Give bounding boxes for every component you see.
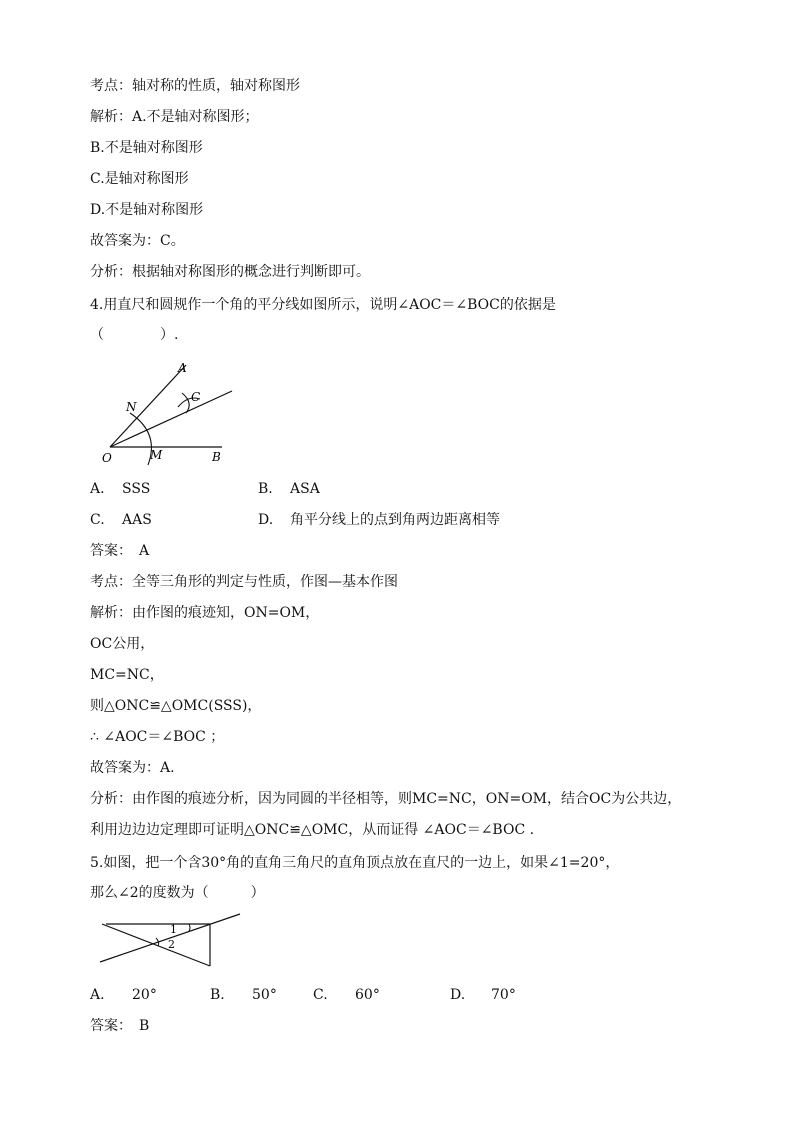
q4-option-d-letter: D.: [258, 512, 274, 528]
q5-option-a-text: 20°: [132, 987, 157, 1003]
label-m: M: [150, 448, 163, 462]
q4-jiexi-5: ∴ ∠AOC＝∠BOC ；: [90, 729, 225, 745]
q4-jiexi-1: 解析：由作图的痕迹知，ON=OM，: [90, 605, 320, 621]
q5-option-d-text: 70°: [491, 987, 516, 1003]
triangle-ruler-figure: [96, 908, 246, 972]
label-o: O: [102, 451, 112, 465]
q4-jiexi-3: MC=NC，: [90, 667, 164, 683]
q4-option-a-letter: A.: [90, 481, 105, 497]
q4-option-b-text: ASA: [290, 481, 320, 497]
q4-answer: 答案： A: [90, 543, 150, 559]
q5-option-b-letter: B.: [210, 987, 225, 1003]
answer-line: 故答案为：C。: [90, 233, 185, 249]
q4-option-d-text: 角平分线上的点到角两边距离相等: [290, 512, 500, 528]
question-4-stem: 4.用直尺和圆规作一个角的平分线如图所示，说明∠AOC＝∠BOC的依据是: [90, 297, 556, 313]
label-c: C: [191, 390, 201, 404]
q5-option-c-text: 60°: [355, 987, 380, 1003]
arc-c-2: [182, 393, 189, 413]
q4-fenxi-2: 利用边边边定理即可证明△ONC≌△OMC，从而证得 ∠AOC＝∠BOC .: [90, 822, 535, 838]
label-b: B: [212, 450, 221, 464]
q5-option-b-text: 50°: [252, 987, 277, 1003]
label-angle-2: 2: [168, 938, 175, 951]
q5-option-c-letter: C.: [313, 987, 328, 1003]
q4-jiexi-4: 则△ONC≌△OMC(SSS)，: [90, 698, 262, 714]
jiexi-line: 解析：A.不是轴对称图形；: [90, 109, 259, 125]
q4-option-a-text: SSS: [122, 481, 151, 497]
arc-mn: [130, 413, 151, 465]
q5-option-a-letter: A.: [90, 987, 105, 1003]
q5-option-d-letter: D.: [450, 987, 466, 1003]
q5-answer: 答案： B: [90, 1018, 150, 1034]
question-5-stem-2: 那么∠2的度数为（ ）: [90, 885, 265, 901]
option-d-analysis: D.不是轴对称图形: [90, 202, 204, 218]
question-5-stem-1: 5.如图，把一个含30°角的直角三角尺的直角顶点放在直尺的一边上，如果∠1=20°，: [90, 855, 620, 871]
q4-option-c-text: AAS: [122, 512, 152, 528]
q4-conclusion: 故答案为：A.: [90, 760, 175, 776]
q4-kaodian: 考点：全等三角形的判定与性质，作图—基本作图: [90, 574, 398, 590]
q4-fenxi-1: 分析：由作图的痕迹分析，因为同圆的半径相等，则MC=NC，ON=OM，结合OC为公共边，: [90, 791, 682, 807]
fenxi-line: 分析：根据轴对称图形的概念进行判断即可。: [90, 264, 370, 280]
angle-1-arc: [189, 924, 190, 931]
q4-jiexi-2: OC公用，: [90, 636, 155, 652]
q4-option-c-letter: C.: [90, 512, 105, 528]
option-b-analysis: B.不是轴对称图形: [90, 140, 203, 156]
q4-option-b-letter: B.: [258, 481, 273, 497]
label-n: N: [126, 400, 137, 414]
question-4-blank: （ ）.: [90, 327, 179, 343]
label-angle-1: 1: [170, 923, 177, 936]
kaodian-line: 考点：轴对称的性质，轴对称图形: [90, 78, 300, 94]
option-c-analysis: C.是轴对称图形: [90, 171, 189, 187]
ray-oa: [110, 365, 186, 447]
angle-bisector-figure: [90, 355, 240, 470]
label-a: A: [178, 361, 187, 375]
